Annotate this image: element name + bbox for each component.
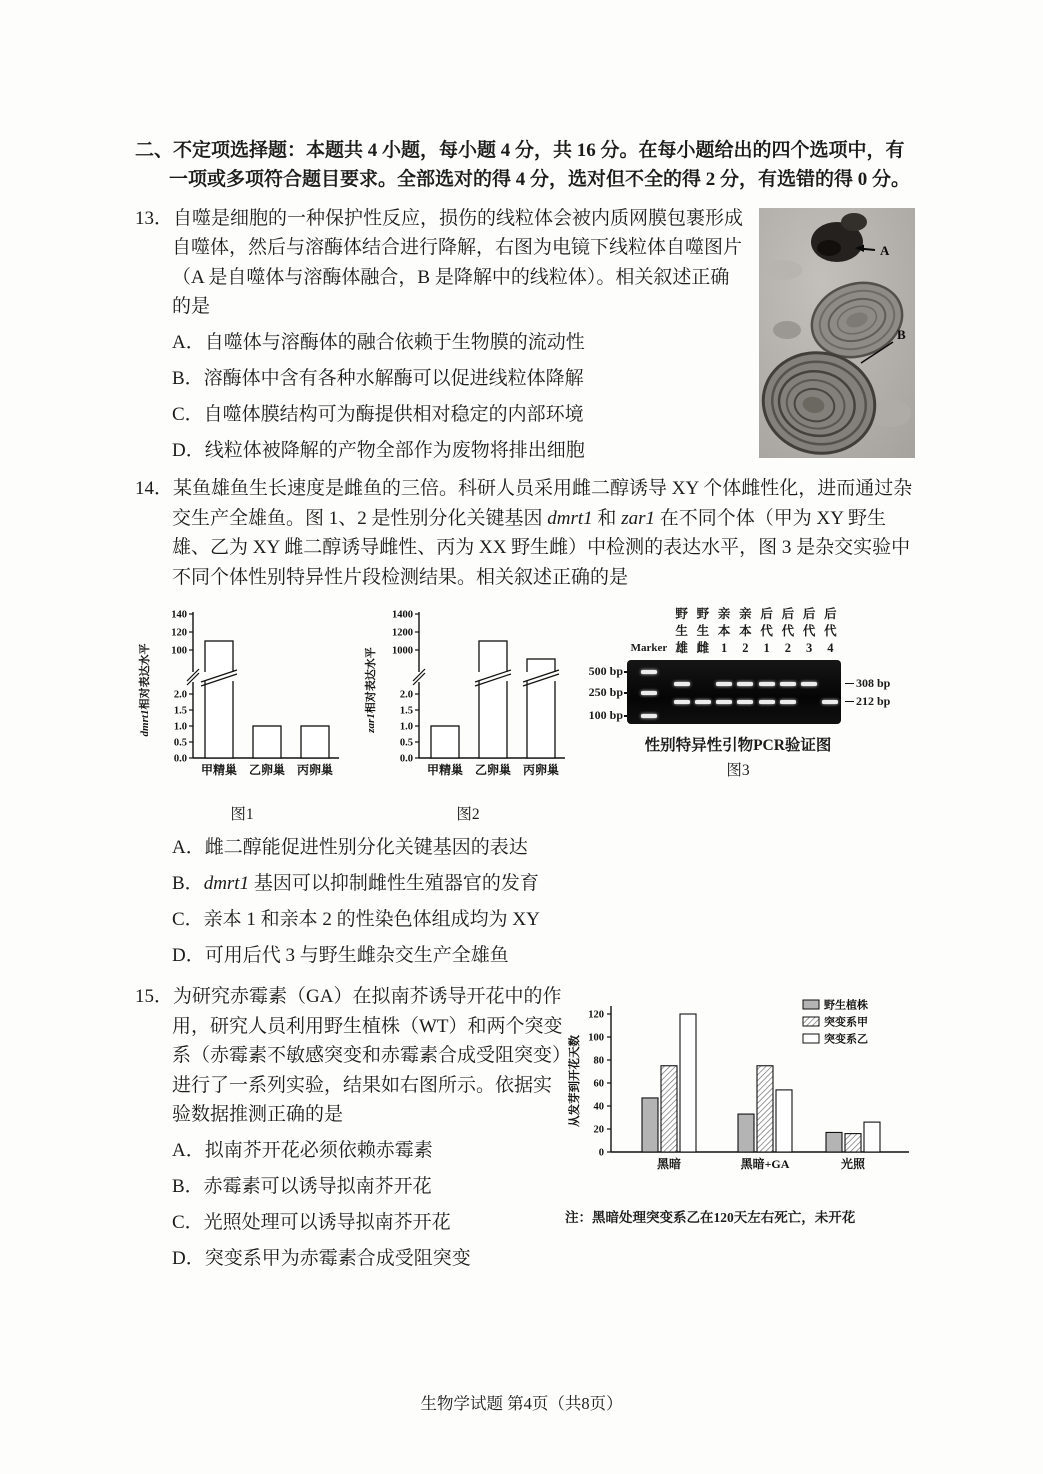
gel-band-308bp	[716, 682, 732, 686]
q13-option-b: B．溶酶体中含有各种水解酶可以促进线粒体降解	[172, 368, 584, 390]
bar-甲精巢	[431, 726, 459, 758]
svg-text:120: 120	[171, 627, 187, 639]
q15-option-b: B．赤霉素可以诱导拟南芥开花	[172, 1175, 432, 1197]
gel-band-500bp	[641, 670, 657, 674]
gel-band-100bp	[641, 714, 657, 718]
fig1-caption: 图1	[230, 805, 254, 823]
fig1-bar-chart	[135, 606, 349, 801]
pointer-dash-icon	[845, 701, 854, 703]
q15-option-d: D．突变系甲为赤霉素合成受阻突变	[172, 1247, 471, 1269]
fig2-svg	[361, 606, 575, 792]
figure-1	[135, 606, 349, 826]
gel-marker-label: 500 bp	[588, 664, 623, 679]
svg-text:1400: 1400	[392, 609, 413, 621]
bar-突变系甲-黑暗+GA	[757, 1066, 773, 1152]
svg-text:0.0: 0.0	[399, 753, 413, 765]
gel-marker-tick	[624, 671, 629, 673]
gel-band-308bp	[780, 682, 796, 686]
gel-band-308bp	[737, 682, 753, 686]
em-texture	[766, 260, 802, 280]
q14-option-d: D．可用后代 3 与野生雌杂交生产全雄鱼	[172, 944, 509, 966]
gel-lane-header: 亲	[739, 607, 752, 622]
gel-lane-header: 后	[802, 607, 816, 622]
em-photo	[759, 208, 915, 458]
gel-marker-label: 250 bp	[588, 685, 623, 700]
q15-chart-note: 注：黑暗处理突变系乙在120天左右死亡，未开花	[565, 1209, 856, 1225]
bar-野生植株-黑暗+GA	[738, 1114, 754, 1152]
bar-丙卵巢	[301, 726, 329, 758]
gel-band-308bp	[674, 682, 690, 686]
gel-lane-header: 代	[781, 624, 795, 639]
em-texture	[773, 321, 801, 339]
gel-lane-header: 生	[675, 624, 688, 639]
gel-lane-header: 1	[763, 641, 770, 656]
legend-swatch-solid	[803, 1000, 819, 1009]
svg-text:2.0: 2.0	[399, 689, 413, 701]
svg-text:100: 100	[171, 645, 187, 657]
gel-band-212bp	[737, 700, 753, 704]
svg-text:20: 20	[593, 1124, 604, 1136]
gel-band-212bp	[780, 700, 796, 704]
gel-lane-header: 雄	[675, 641, 688, 656]
bar-突变系乙-黑暗	[680, 1014, 696, 1152]
q14-option-a: A．雌二醇能促进性别分化关键基因的表达	[172, 837, 528, 859]
gel-lane-header: 雌	[696, 641, 710, 656]
svg-text:0.0: 0.0	[173, 753, 187, 765]
svg-text:突变系乙: 突变系乙	[824, 1033, 868, 1046]
legend-swatch-open	[803, 1034, 819, 1043]
svg-text:zar1相对表达水平: zar1相对表达水平	[365, 647, 377, 733]
bar-突变系甲-光照	[845, 1134, 861, 1152]
svg-text:从发芽到开花天数: 从发芽到开花天数	[569, 1035, 581, 1128]
svg-text:黑暗: 黑暗	[656, 1157, 682, 1172]
gel-lane-header: 后	[760, 607, 773, 622]
gel-band-212bp	[674, 700, 690, 704]
gel-marker-label: 100 bp	[588, 708, 623, 723]
gel-lane-header: 野	[696, 607, 710, 622]
question-13	[135, 204, 915, 466]
bar-乙卵巢	[253, 726, 281, 758]
q15-grouped-bar-chart	[565, 984, 915, 1205]
svg-text:1.5: 1.5	[173, 705, 187, 717]
svg-text:1200: 1200	[392, 627, 413, 639]
gel-band-308bp	[759, 682, 775, 686]
gel-band-308bp	[801, 682, 817, 686]
gel-lane-header: 亲	[717, 607, 731, 622]
fig2-caption: 图2	[456, 805, 480, 823]
gel-lane-header: 本	[717, 624, 731, 639]
svg-text:0.5: 0.5	[173, 737, 187, 749]
svg-text:甲精巢: 甲精巢	[426, 763, 464, 778]
svg-text:dmrt1相对表达水平: dmrt1相对表达水平	[139, 643, 151, 737]
bar-野生植株-黑暗	[642, 1098, 658, 1152]
gel-marker-tick	[624, 692, 629, 694]
gel-lane-header: 后	[824, 607, 837, 622]
gel-band-250bp	[641, 691, 657, 695]
svg-text:1.0: 1.0	[399, 721, 413, 733]
gel-lane-header: 2	[784, 641, 791, 656]
gel-lane-header: 代	[802, 624, 816, 639]
svg-text:突变系甲: 突变系甲	[824, 1016, 868, 1029]
gel-lane-header: 生	[696, 624, 710, 639]
question-15	[135, 982, 915, 1273]
q13-option-c: C．自噬体膜结构可为酶提供相对稳定的内部环境	[172, 404, 584, 425]
svg-text:100: 100	[588, 1032, 604, 1044]
svg-text:0.5: 0.5	[399, 737, 413, 749]
q14-option-b: B．dmrt1 基因可以抑制雌性生殖器官的发育	[172, 873, 539, 895]
gel-lane-header: 2	[742, 641, 749, 656]
gel-fragment-label: 212 bp	[845, 695, 890, 708]
svg-text:光照: 光照	[840, 1157, 866, 1172]
question-14	[135, 474, 915, 970]
legend-swatch-hatch	[803, 1017, 819, 1026]
page-footer: 生物学试题 第4页（共8页）	[420, 1394, 623, 1413]
gel-lane-header: 代	[824, 624, 837, 639]
fig3-gel-image	[587, 606, 889, 726]
svg-text:60: 60	[593, 1078, 604, 1090]
bar-乙卵巢	[479, 641, 507, 758]
fig3-title: 性别特异性引物PCR验证图	[644, 737, 832, 755]
svg-text:乙卵巢: 乙卵巢	[248, 763, 286, 778]
gel-lane-header: 野	[675, 607, 688, 622]
section-header: 二、不定项选择题：本题共 4 小题，每小题 4 分，共 16 分。在每小题给出的四个选项中，有一项或多项符合题目要求。全部选对的得 4 分，选对但不全的得 2 分，有选错的得 0 分。	[135, 140, 911, 191]
svg-text:野生植株: 野生植株	[824, 999, 868, 1012]
svg-text:1000: 1000	[392, 645, 413, 657]
em-label-a: A	[880, 242, 890, 258]
svg-text:丙卵巢: 丙卵巢	[296, 763, 334, 778]
q13-em-micrograph	[759, 208, 915, 458]
gel-lane-header: Marker	[630, 642, 668, 655]
gel-band-212bp	[759, 700, 775, 704]
page-content	[135, 136, 915, 1273]
gel-lane-header: 代	[760, 624, 773, 639]
q15-text-column	[135, 982, 565, 1273]
em-label-b: B	[897, 326, 906, 342]
svg-text:0: 0	[598, 1147, 604, 1159]
q15-stem: 15．为研究赤霉素（GA）在拟南芥诱导开花中的作用，研究人员利用野生植株（WT）和两个突变系（赤霉素不敏感突变和赤霉素合成受阻突变）进行了一系列实验，结果如右图所示。依据实验数据推测正确的是	[135, 986, 563, 1126]
gel-band-212bp	[822, 700, 838, 704]
fig1-svg	[135, 606, 349, 792]
bar-甲精巢	[205, 641, 233, 758]
gel-lanes-area	[627, 660, 841, 724]
svg-text:80: 80	[593, 1055, 604, 1067]
gel-lane-header: 本	[739, 624, 752, 639]
svg-text:120: 120	[588, 1009, 604, 1021]
svg-text:2.0: 2.0	[173, 689, 187, 701]
svg-text:乙卵巢: 乙卵巢	[474, 763, 512, 778]
fig3-caption: 图3	[726, 762, 750, 780]
q15-option-c: C．光照处理可以诱导拟南芥开花	[172, 1211, 451, 1233]
q13-stem: 13．自噬是细胞的一种保护性反应，损伤的线粒体会被内质网膜包裹形成自噬体，然后与溶酶体结合进行降解，右图为电镜下线粒体自噬图片（A 是自噬体与溶酶体融合，B 是降解中的线粒体）。相关叙述正确的是	[135, 207, 744, 318]
gel-band-212bp	[716, 700, 732, 704]
q13-option-a: A．自噬体与溶酶体的融合依赖于生物膜的流动性	[172, 332, 585, 354]
fig15-svg	[565, 984, 917, 1196]
q14-figures-row	[135, 606, 915, 826]
svg-text:丙卵巢: 丙卵巢	[522, 763, 560, 778]
svg-text:40: 40	[593, 1101, 604, 1113]
bar-突变系乙-光照	[864, 1122, 880, 1152]
svg-text:140: 140	[171, 609, 187, 621]
q14-stem: 14．某鱼雄鱼生长速度是雌鱼的三倍。科研人员采用雌二醇诱导 XY 个体雌性化，进而通过杂交生产全雄鱼。图 1、2 是性别分化关键基因 dmrt1 和 zar1 在不同个体（甲为 XY 野生雄、乙为 XY 雌二醇诱导雌性、丙为 XX 野生雌）中检测的表达水平，图 3 是杂交实验中不同个体性别特异性片段检测结果。相关叙述正确的是	[135, 478, 913, 588]
gel-lane-header: 3	[806, 641, 813, 656]
gel-marker-tick	[624, 715, 629, 717]
q14-option-c: C．亲本 1 和亲本 2 的性染色体组成均为 XY	[172, 908, 540, 930]
svg-text:1.5: 1.5	[399, 705, 413, 717]
gel-lane-header: 4	[827, 641, 834, 656]
svg-text:甲精巢: 甲精巢	[200, 763, 238, 778]
pointer-dash-icon	[845, 683, 854, 685]
svg-text:黑暗+GA: 黑暗+GA	[740, 1157, 790, 1172]
fig2-bar-chart	[361, 606, 575, 801]
figure-3	[587, 606, 889, 783]
svg-text:1.0: 1.0	[173, 721, 187, 733]
gel-lane-header: 后	[781, 607, 795, 622]
figure-2	[361, 606, 575, 826]
gel-fragment-label: 308 bp	[845, 677, 890, 690]
em-texture	[871, 399, 911, 427]
bar-突变系乙-黑暗+GA	[776, 1090, 792, 1152]
q13-option-d: D．线粒体被降解的产物全部作为废物将排出细胞	[172, 439, 585, 461]
bar-野生植株-光照	[826, 1133, 842, 1153]
q15-figure-column	[565, 982, 915, 1273]
gel-lane-header: 1	[721, 641, 728, 656]
gel-band-212bp	[695, 700, 711, 704]
q15-option-a: A．拟南芥开花必须依赖赤霉素	[172, 1140, 433, 1162]
bar-突变系甲-黑暗	[661, 1066, 677, 1152]
